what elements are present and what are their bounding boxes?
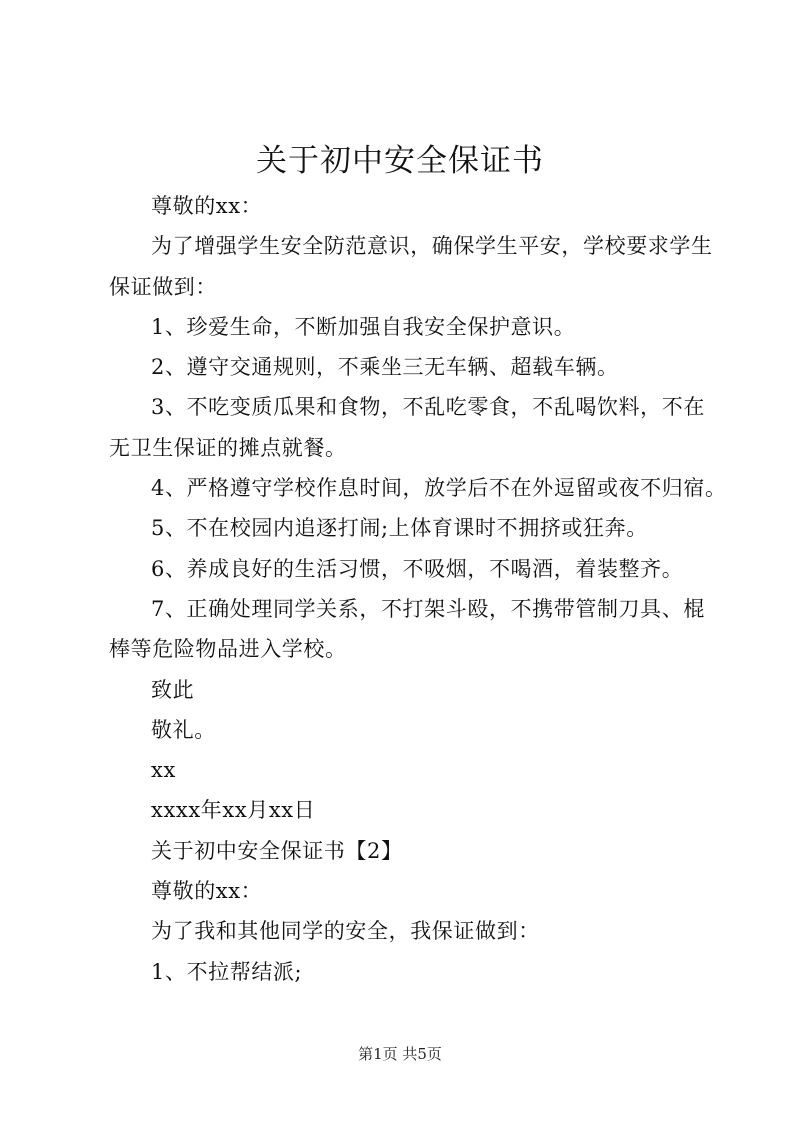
text-line: 保证做到： xyxy=(109,274,217,299)
text-line: 尊敬的xx： xyxy=(151,194,263,218)
text-line: 为了增强学生安全防范意识，确保学生平安，学校要求学生 xyxy=(151,234,713,259)
text-line: 关于初中安全保证书【2】 xyxy=(151,838,403,863)
text-line: xx xyxy=(151,758,176,783)
text-line: 致此 xyxy=(151,677,195,702)
text-line: 为了我和其他同学的安全，我保证做到： xyxy=(151,919,540,944)
text-line: 敬礼。 xyxy=(151,717,216,742)
text-line: xxxx年xx月xx日 xyxy=(151,798,316,823)
text-line: 棒等危险物品进入学校。 xyxy=(109,637,347,662)
text-line: 5、不在校园内追逐打闹;上体育课时不拥挤或狂奔。 xyxy=(151,516,648,541)
text-line: 无卫生保证的摊点就餐。 xyxy=(109,435,347,460)
document-title: 关于初中安全保证书 xyxy=(256,143,544,179)
page-number-footer: 第1页 共5页 xyxy=(358,1045,442,1063)
text-line: 1、不拉帮结派; xyxy=(151,959,303,984)
text-line: 2、遵守交通规则，不乘坐三无车辆、超载车辆。 xyxy=(151,355,619,380)
text-line: 7、正确处理同学关系，不打架斗殴，不携带管制刀具、棍 xyxy=(151,596,705,621)
document-body xyxy=(109,186,727,992)
text-line: 3、不吃变质瓜果和食物，不乱吃零食，不乱喝饮料，不在 xyxy=(151,395,705,420)
text-line: 4、严格遵守学校作息时间，放学后不在外逗留或夜不归宿。 xyxy=(151,476,727,501)
text-line: 6、养成良好的生活习惯，不吸烟，不喝酒，着装整齐。 xyxy=(151,556,684,581)
text-line: 尊敬的xx： xyxy=(151,879,263,904)
text-line: 1、珍爱生命，不断加强自我安全保护意识。 xyxy=(151,314,576,339)
